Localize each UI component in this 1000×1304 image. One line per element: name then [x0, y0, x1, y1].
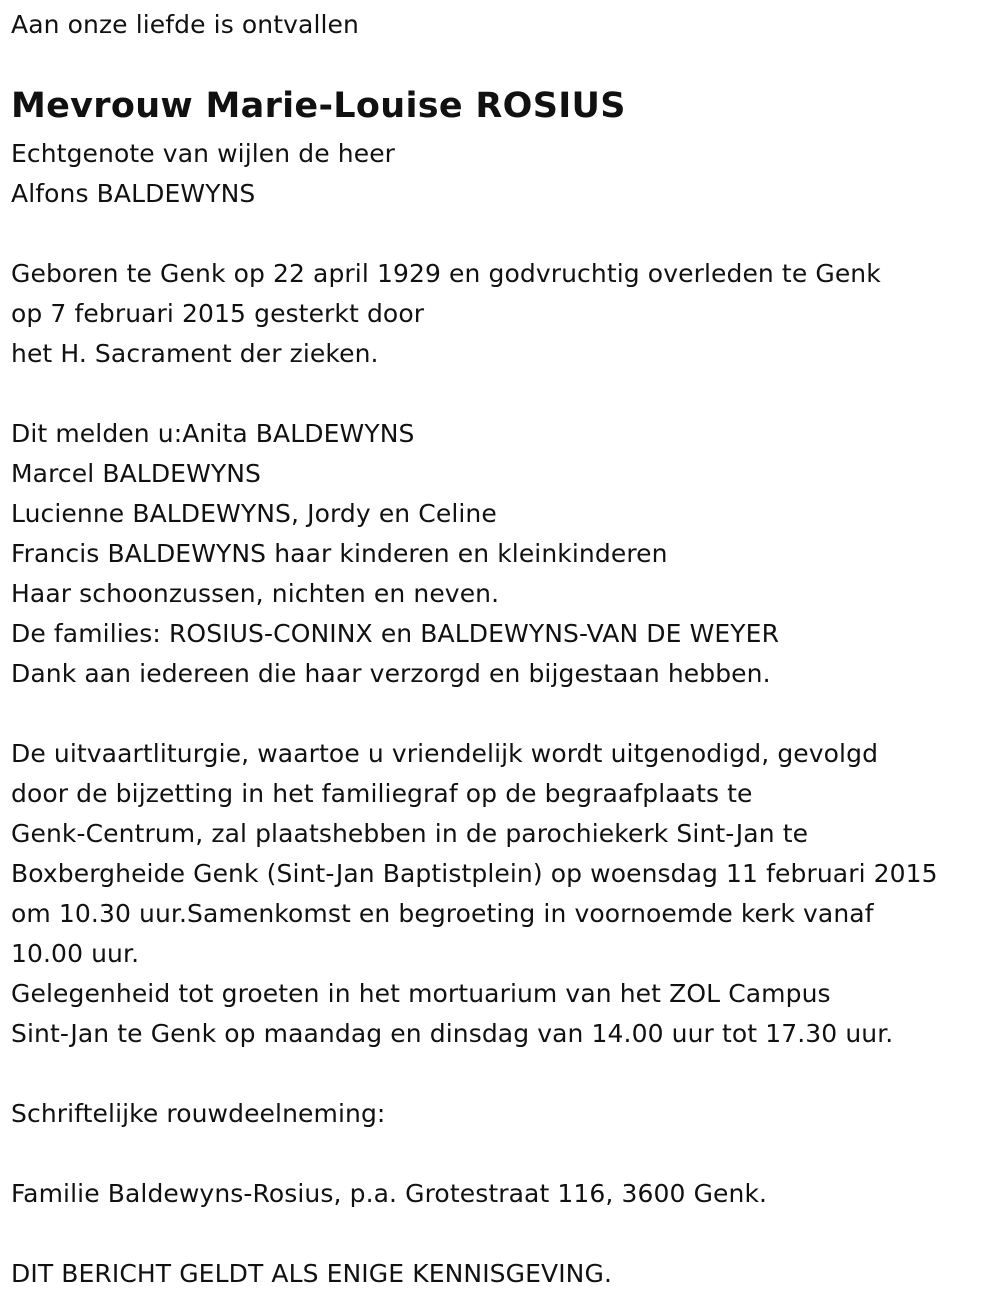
birth-death-line: Geboren te Genk op 22 april 1929 en godvruchtig overleden te Genk — [11, 259, 881, 288]
family-line: Dank aan iedereen die haar verzorgd en bijgestaan hebben. — [11, 659, 771, 688]
spouse-line: Echtgenote van wijlen de heer — [11, 139, 396, 168]
funeral-line: De uitvaartliturgie, waartoe u vriendelijk wordt uitgenodigd, gevolgd — [11, 739, 879, 768]
birth-death-line: het H. Sacrament der zieken. — [11, 339, 379, 368]
funeral-line: Gelegenheid tot groeten in het mortuarium van het ZOL Campus — [11, 979, 831, 1008]
family-line: Lucienne BALDEWYNS, Jordy en Celine — [11, 499, 497, 528]
family-line: Dit melden u:Anita BALDEWYNS — [11, 419, 415, 448]
condolences-label: Schriftelijke rouwdeelneming: — [11, 1099, 386, 1128]
spouse-line: Alfons BALDEWYNS — [11, 179, 256, 208]
deceased-name: Mevrouw Marie-Louise ROSIUS — [11, 86, 626, 126]
family-line: Haar schoonzussen, nichten en neven. — [11, 579, 500, 608]
address-line: Familie Baldewyns-Rosius, p.a. Grotestraat 116, 3600 Genk. — [11, 1179, 768, 1208]
family-line: De families: ROSIUS-CONINX en BALDEWYNS-VAN DE WEYER — [11, 619, 780, 648]
funeral-line: door de bijzetting in het familiegraf op de begraafplaats te — [11, 779, 753, 808]
funeral-line: om 10.30 uur.Samenkomst en begroeting in voornoemde kerk vanaf — [11, 899, 874, 928]
family-line: Francis BALDEWYNS haar kinderen en kleinkinderen — [11, 539, 668, 568]
intro-text: Aan onze liefde is ontvallen — [11, 10, 359, 39]
closing-line: DIT BERICHT GELDT ALS ENIGE KENNISGEVING. — [11, 1259, 612, 1288]
funeral-line: 10.00 uur. — [11, 939, 140, 968]
birth-death-line: op 7 februari 2015 gesterkt door — [11, 299, 425, 328]
funeral-line: Genk-Centrum, zal plaatshebben in de parochiekerk Sint-Jan te — [11, 819, 809, 848]
family-line: Marcel BALDEWYNS — [11, 459, 262, 488]
funeral-line: Boxbergheide Genk (Sint-Jan Baptistplein) op woensdag 11 februari 2015 — [11, 859, 938, 888]
funeral-line: Sint-Jan te Genk op maandag en dinsdag van 14.00 uur tot 17.30 uur. — [11, 1019, 894, 1048]
